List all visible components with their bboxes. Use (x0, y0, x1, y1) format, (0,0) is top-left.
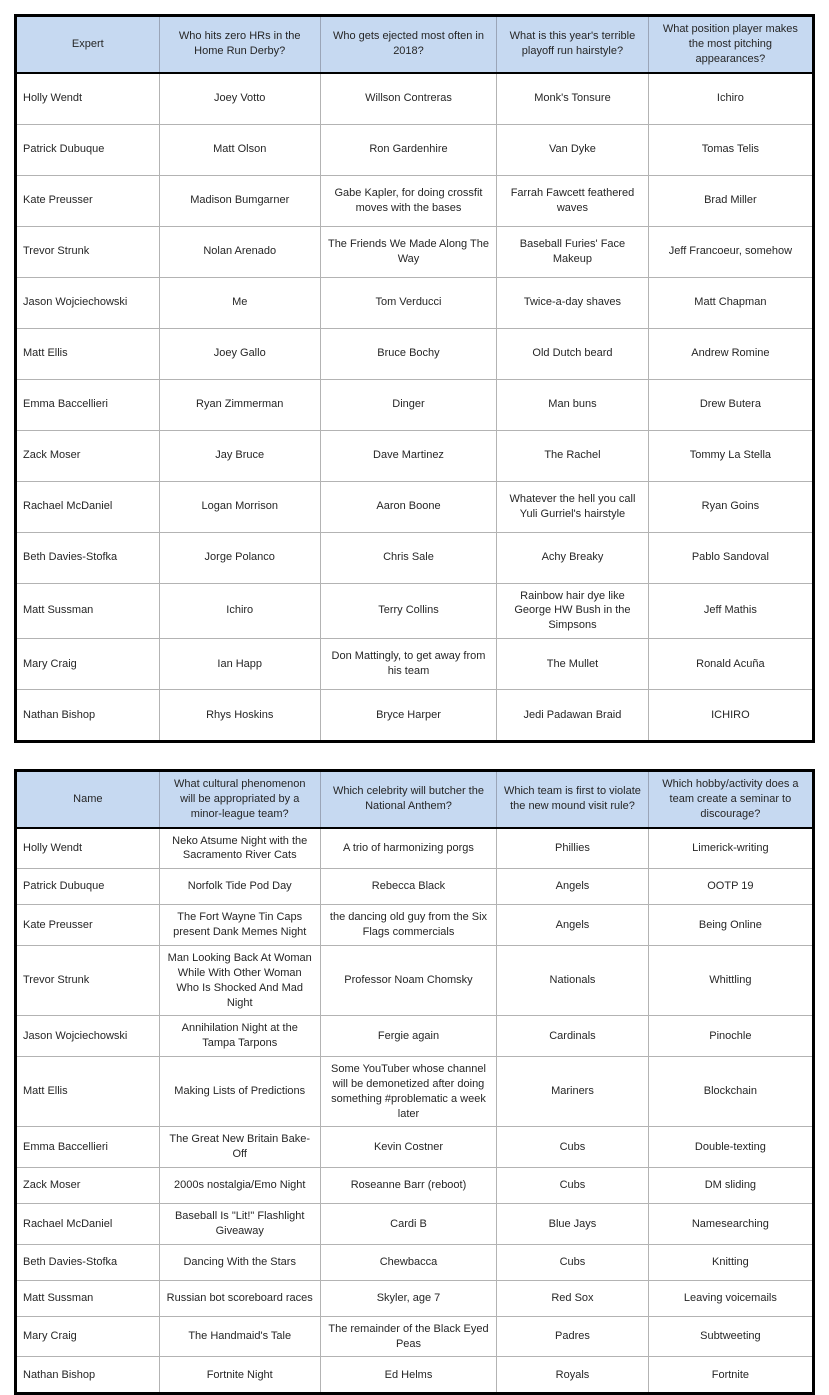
prediction-cell: Professor Noam Chomsky (320, 945, 496, 1015)
expert-name-cell: Rachael McDaniel (16, 1204, 160, 1245)
prediction-cell: Tommy La Stella (648, 430, 813, 481)
table-row (16, 73, 814, 125)
table-row (16, 532, 814, 583)
header-row (16, 16, 814, 73)
prediction-cell: Tom Verducci (320, 277, 496, 328)
prediction-cell: Fortnite Night (159, 1357, 320, 1394)
expert-name-cell: Trevor Strunk (16, 226, 160, 277)
prediction-cell: Being Online (648, 905, 813, 946)
prediction-cell: Jeff Mathis (648, 583, 813, 639)
prediction-cell: OOTP 19 (648, 869, 813, 905)
question-column-header: What cultural phenomenon will be appropriated by a minor-league team? (159, 771, 320, 828)
prediction-cell: Cubs (497, 1244, 649, 1280)
expert-column-header: Expert (16, 16, 160, 73)
expert-name-cell: Emma Baccellieri (16, 1127, 160, 1168)
question-column-header: Who gets ejected most often in 2018? (320, 16, 496, 73)
question-column-header: What is this year's terrible playoff run hairstyle? (497, 16, 649, 73)
prediction-cell: Ron Gardenhire (320, 124, 496, 175)
prediction-cell: Rebecca Black (320, 869, 496, 905)
expert-name-cell: Jason Wojciechowski (16, 277, 160, 328)
prediction-cell: Me (159, 277, 320, 328)
question-column-header: What position player makes the most pitching appearances? (648, 16, 813, 73)
prediction-cell: Blockchain (648, 1057, 813, 1127)
table-row (16, 430, 814, 481)
prediction-cell: Some YouTuber whose channel will be demonetized after doing something #problematic a week later (320, 1057, 496, 1127)
prediction-cell: Terry Collins (320, 583, 496, 639)
prediction-cell: The Great New Britain Bake-Off (159, 1127, 320, 1168)
table-row (16, 1127, 814, 1168)
prediction-cell: Drew Butera (648, 379, 813, 430)
prediction-cell: Pinochle (648, 1016, 813, 1057)
expert-name-cell: Beth Davies-Stofka (16, 532, 160, 583)
expert-name-cell: Zack Moser (16, 1168, 160, 1204)
prediction-cell: Whatever the hell you call Yuli Gurriel's hairstyle (497, 481, 649, 532)
prediction-cell: Norfolk Tide Pod Day (159, 869, 320, 905)
prediction-cell: Pablo Sandoval (648, 532, 813, 583)
prediction-cell: Dave Martinez (320, 430, 496, 481)
prediction-cell: Ryan Zimmerman (159, 379, 320, 430)
table-row (16, 1057, 814, 1127)
prediction-cell: A trio of harmonizing porgs (320, 828, 496, 869)
prediction-cell: Don Mattingly, to get away from his team (320, 639, 496, 690)
expert-name-cell: Patrick Dubuque (16, 869, 160, 905)
expert-name-cell: Nathan Bishop (16, 1357, 160, 1394)
table-row (16, 869, 814, 905)
prediction-cell: Knitting (648, 1244, 813, 1280)
expert-name-cell: Rachael McDaniel (16, 481, 160, 532)
expert-name-cell: Matt Ellis (16, 1057, 160, 1127)
prediction-cell: Joey Gallo (159, 328, 320, 379)
prediction-cell: Twice-a-day shaves (497, 277, 649, 328)
prediction-cell: Neko Atsume Night with the Sacramento River Cats (159, 828, 320, 869)
table-row (16, 1316, 814, 1357)
prediction-cell: Ichiro (159, 583, 320, 639)
table-row (16, 1168, 814, 1204)
prediction-cell: Joey Votto (159, 73, 320, 125)
prediction-cell: Brad Miller (648, 175, 813, 226)
prediction-cell: Chris Sale (320, 532, 496, 583)
prediction-cell: Ian Happ (159, 639, 320, 690)
prediction-cell: Ryan Goins (648, 481, 813, 532)
expert-name-cell: Matt Ellis (16, 328, 160, 379)
prediction-cell: Roseanne Barr (reboot) (320, 1168, 496, 1204)
prediction-cell: Andrew Romine (648, 328, 813, 379)
expert-name-cell: Holly Wendt (16, 828, 160, 869)
prediction-cell: Red Sox (497, 1280, 649, 1316)
prediction-cell: Namesearching (648, 1204, 813, 1245)
expert-name-cell: Beth Davies-Stofka (16, 1244, 160, 1280)
prediction-cell: The Handmaid's Tale (159, 1316, 320, 1357)
table-row (16, 1280, 814, 1316)
prediction-cell: Dinger (320, 379, 496, 430)
table-row (16, 828, 814, 869)
expert-name-cell: Mary Craig (16, 1316, 160, 1357)
prediction-cell: Van Dyke (497, 124, 649, 175)
expert-name-cell: Zack Moser (16, 430, 160, 481)
prediction-cell: Blue Jays (497, 1204, 649, 1245)
prediction-cell: Man buns (497, 379, 649, 430)
prediction-cell: Royals (497, 1357, 649, 1394)
table-row (16, 277, 814, 328)
prediction-cell: Gabe Kapler, for doing crossfit moves with the bases (320, 175, 496, 226)
prediction-cell: Cubs (497, 1127, 649, 1168)
prediction-cell: Ichiro (648, 73, 813, 125)
expert-name-cell: Holly Wendt (16, 73, 160, 125)
table-row (16, 1244, 814, 1280)
prediction-cell: ICHIRO (648, 690, 813, 742)
prediction-cell: Cubs (497, 1168, 649, 1204)
expert-name-cell: Trevor Strunk (16, 945, 160, 1015)
table-row (16, 1016, 814, 1057)
question-column-header: Which hobby/activity does a team create a seminar to discourage? (648, 771, 813, 828)
prediction-cell: Willson Contreras (320, 73, 496, 125)
prediction-cell: Leaving voicemails (648, 1280, 813, 1316)
prediction-cell: Rhys Hoskins (159, 690, 320, 742)
prediction-cell: Bruce Bochy (320, 328, 496, 379)
prediction-cell: Old Dutch beard (497, 328, 649, 379)
prediction-cell: Ronald Acuña (648, 639, 813, 690)
prediction-cell: Baseball Furies' Face Makeup (497, 226, 649, 277)
prediction-cell: Cardinals (497, 1016, 649, 1057)
prediction-cell: Achy Breaky (497, 532, 649, 583)
question-column-header: Which team is first to violate the new mound visit rule? (497, 771, 649, 828)
prediction-cell: Angels (497, 869, 649, 905)
prediction-cell: Whittling (648, 945, 813, 1015)
expert-name-cell: Kate Preusser (16, 175, 160, 226)
prediction-cell: Monk's Tonsure (497, 73, 649, 125)
prediction-cell: Logan Morrison (159, 481, 320, 532)
expert-name-cell: Nathan Bishop (16, 690, 160, 742)
table-row (16, 690, 814, 742)
prediction-cell: Baseball Is "Lit!" Flashlight Giveaway (159, 1204, 320, 1245)
prediction-cell: Tomas Telis (648, 124, 813, 175)
prediction-cell: Jeff Francoeur, somehow (648, 226, 813, 277)
prediction-cell: Farrah Fawcett feathered waves (497, 175, 649, 226)
prediction-cell: The Friends We Made Along The Way (320, 226, 496, 277)
prediction-cell: Skyler, age 7 (320, 1280, 496, 1316)
table-row (16, 1357, 814, 1394)
expert-name-cell: Jason Wojciechowski (16, 1016, 160, 1057)
predictions-table-first (14, 14, 815, 743)
prediction-cell: Aaron Boone (320, 481, 496, 532)
expert-name-cell: Kate Preusser (16, 905, 160, 946)
table-row (16, 328, 814, 379)
table-row (16, 583, 814, 639)
prediction-cell: Man Looking Back At Woman While With Other Woman Who Is Shocked And Mad Night (159, 945, 320, 1015)
prediction-cell: Nolan Arenado (159, 226, 320, 277)
prediction-cell: Madison Bumgarner (159, 175, 320, 226)
header-row (16, 771, 814, 828)
prediction-cell: The Mullet (497, 639, 649, 690)
prediction-cell: Making Lists of Predictions (159, 1057, 320, 1127)
expert-name-cell: Matt Sussman (16, 583, 160, 639)
table-row (16, 481, 814, 532)
prediction-cell: Annihilation Night at the Tampa Tarpons (159, 1016, 320, 1057)
prediction-cell: 2000s nostalgia/Emo Night (159, 1168, 320, 1204)
prediction-cell: Nationals (497, 945, 649, 1015)
prediction-cell: Limerick-writing (648, 828, 813, 869)
prediction-cell: Jedi Padawan Braid (497, 690, 649, 742)
prediction-cell: Angels (497, 905, 649, 946)
prediction-cell: DM sliding (648, 1168, 813, 1204)
prediction-cell: Cardi B (320, 1204, 496, 1245)
expert-column-header: Name (16, 771, 160, 828)
expert-name-cell: Emma Baccellieri (16, 379, 160, 430)
prediction-cell: Fergie again (320, 1016, 496, 1057)
prediction-cell: Matt Chapman (648, 277, 813, 328)
prediction-cell: Bryce Harper (320, 690, 496, 742)
prediction-cell: Subtweeting (648, 1316, 813, 1357)
prediction-cell: The remainder of the Black Eyed Peas (320, 1316, 496, 1357)
prediction-cell: Phillies (497, 828, 649, 869)
expert-name-cell: Mary Craig (16, 639, 160, 690)
prediction-cell: Double-texting (648, 1127, 813, 1168)
table-row (16, 379, 814, 430)
expert-name-cell: Matt Sussman (16, 1280, 160, 1316)
expert-name-cell: Patrick Dubuque (16, 124, 160, 175)
table-row (16, 226, 814, 277)
prediction-cell: Rainbow hair dye like George HW Bush in the Simpsons (497, 583, 649, 639)
prediction-cell: Russian bot scoreboard races (159, 1280, 320, 1316)
prediction-cell: The Fort Wayne Tin Caps present Dank Memes Night (159, 905, 320, 946)
prediction-cell: Jay Bruce (159, 430, 320, 481)
prediction-cell: Kevin Costner (320, 1127, 496, 1168)
prediction-cell: Dancing With the Stars (159, 1244, 320, 1280)
prediction-cell: Jorge Polanco (159, 532, 320, 583)
prediction-cell: Fortnite (648, 1357, 813, 1394)
prediction-cell: The Rachel (497, 430, 649, 481)
question-column-header: Who hits zero HRs in the Home Run Derby? (159, 16, 320, 73)
prediction-cell: Matt Olson (159, 124, 320, 175)
predictions-table-second (14, 769, 815, 1395)
prediction-cell: Ed Helms (320, 1357, 496, 1394)
table-row (16, 1204, 814, 1245)
table-row (16, 945, 814, 1015)
table-row (16, 124, 814, 175)
prediction-cell: Chewbacca (320, 1244, 496, 1280)
table-row (16, 905, 814, 946)
table-row (16, 175, 814, 226)
table-row (16, 639, 814, 690)
question-column-header: Which celebrity will butcher the National Anthem? (320, 771, 496, 828)
prediction-cell: Padres (497, 1316, 649, 1357)
prediction-cell: Mariners (497, 1057, 649, 1127)
prediction-cell: the dancing old guy from the Six Flags commercials (320, 905, 496, 946)
